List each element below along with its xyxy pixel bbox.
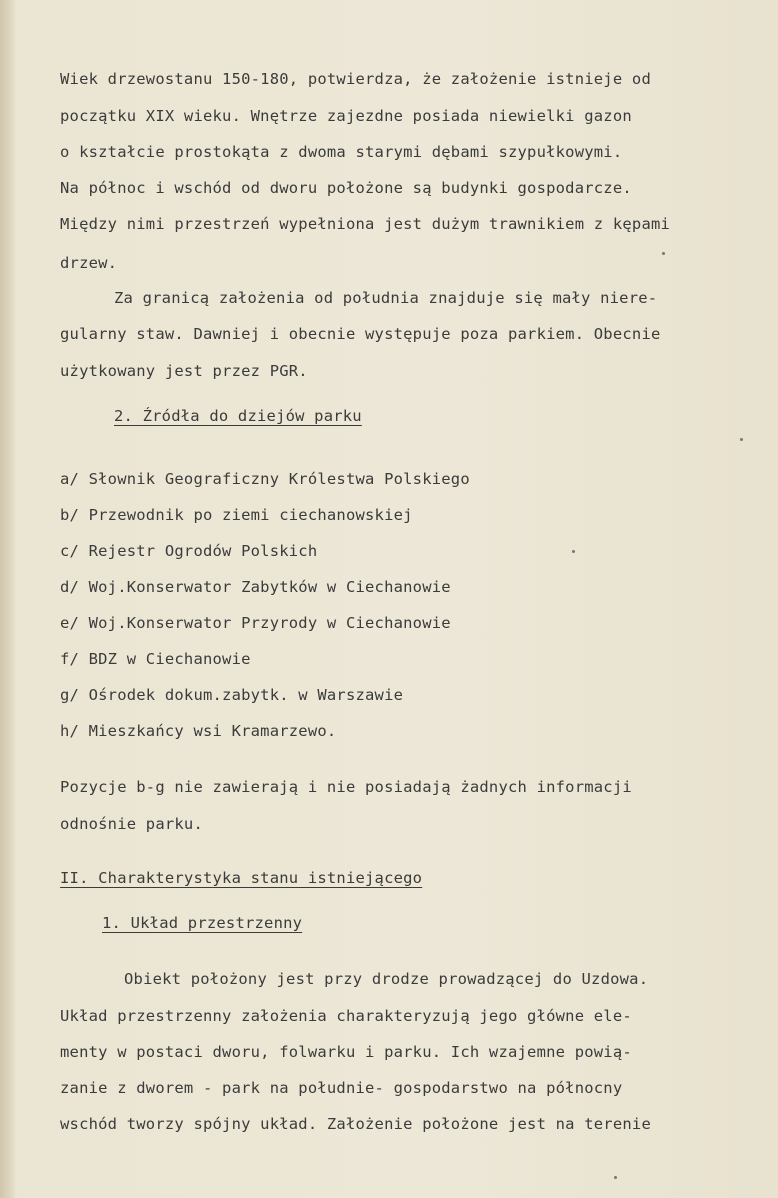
paragraph-line: o kształcie prostokąta z dwoma starymi dębami szypułkowymi.	[60, 143, 623, 161]
paragraph-line: użytkowany jest przez PGR.	[60, 362, 308, 380]
paragraph-line: początku XIX wieku. Wnętrze zajezdne posiada niewielki gazon	[60, 107, 632, 125]
source-list-item: a/ Słownik Geograficzny Królestwa Polskiego	[60, 470, 470, 488]
source-list-item: b/ Przewodnik po ziemi ciechanowskiej	[60, 506, 413, 524]
paragraph-line: drzew.	[60, 254, 118, 272]
paragraph-line: gularny staw. Dawniej i obecnie występuje poza parkiem. Obecnie	[60, 325, 661, 343]
paragraph-line: wschód tworzy spójny układ. Założenie położone jest na terenie	[60, 1115, 651, 1133]
source-list-item: h/ Mieszkańcy wsi Kramarzewo.	[60, 722, 337, 740]
source-list-item: d/ Woj.Konserwator Zabytków w Ciechanowie	[60, 578, 451, 596]
paragraph-line: Między nimi przestrzeń wypełniona jest dużym trawnikiem z kępami	[60, 215, 671, 233]
paragraph-line: Pozycje b-g nie zawierają i nie posiadają żadnych informacji	[60, 778, 632, 796]
paragraph-line: zanie z dworem - park na południe- gospodarstwo na północny	[60, 1079, 623, 1097]
paragraph-line: Za granicą założenia od południa znajduje się mały niere-	[114, 289, 658, 307]
paragraph-line: odnośnie parku.	[60, 815, 203, 833]
paragraph-line: Wiek drzewostanu 150-180, potwierdza, że założenie istnieje od	[60, 70, 651, 88]
source-list-item: g/ Ośrodek dokum.zabytk. w Warszawie	[60, 686, 404, 704]
paragraph-line: Na północ i wschód od dworu położone są budynki gospodarcze.	[60, 179, 632, 197]
paper-speck	[740, 438, 743, 441]
source-list-item: c/ Rejestr Ogrodów Polskich	[60, 542, 318, 560]
paper-speck	[662, 252, 665, 255]
paragraph-line: menty w postaci dworu, folwarku i parku. Ich wzajemne powią-	[60, 1043, 632, 1061]
paper-speck	[614, 1176, 617, 1179]
source-list-item: f/ BDZ w Ciechanowie	[60, 650, 251, 668]
paper-speck	[572, 550, 575, 553]
paragraph-line: Obiekt położony jest przy drodze prowadzącej do Uzdowa.	[124, 970, 649, 988]
paper-edge	[0, 0, 14, 1198]
chapter-heading: II. Charakterystyka stanu istniejącego	[60, 869, 423, 887]
section-heading: 2. Źródła do dziejów parku	[114, 407, 362, 425]
subsection-heading: 1. Układ przestrzenny	[102, 914, 303, 932]
source-list-item: e/ Woj.Konserwator Przyrody w Ciechanowie	[60, 614, 451, 632]
paragraph-line: Układ przestrzenny założenia charakteryzują jego główne ele-	[60, 1007, 632, 1025]
